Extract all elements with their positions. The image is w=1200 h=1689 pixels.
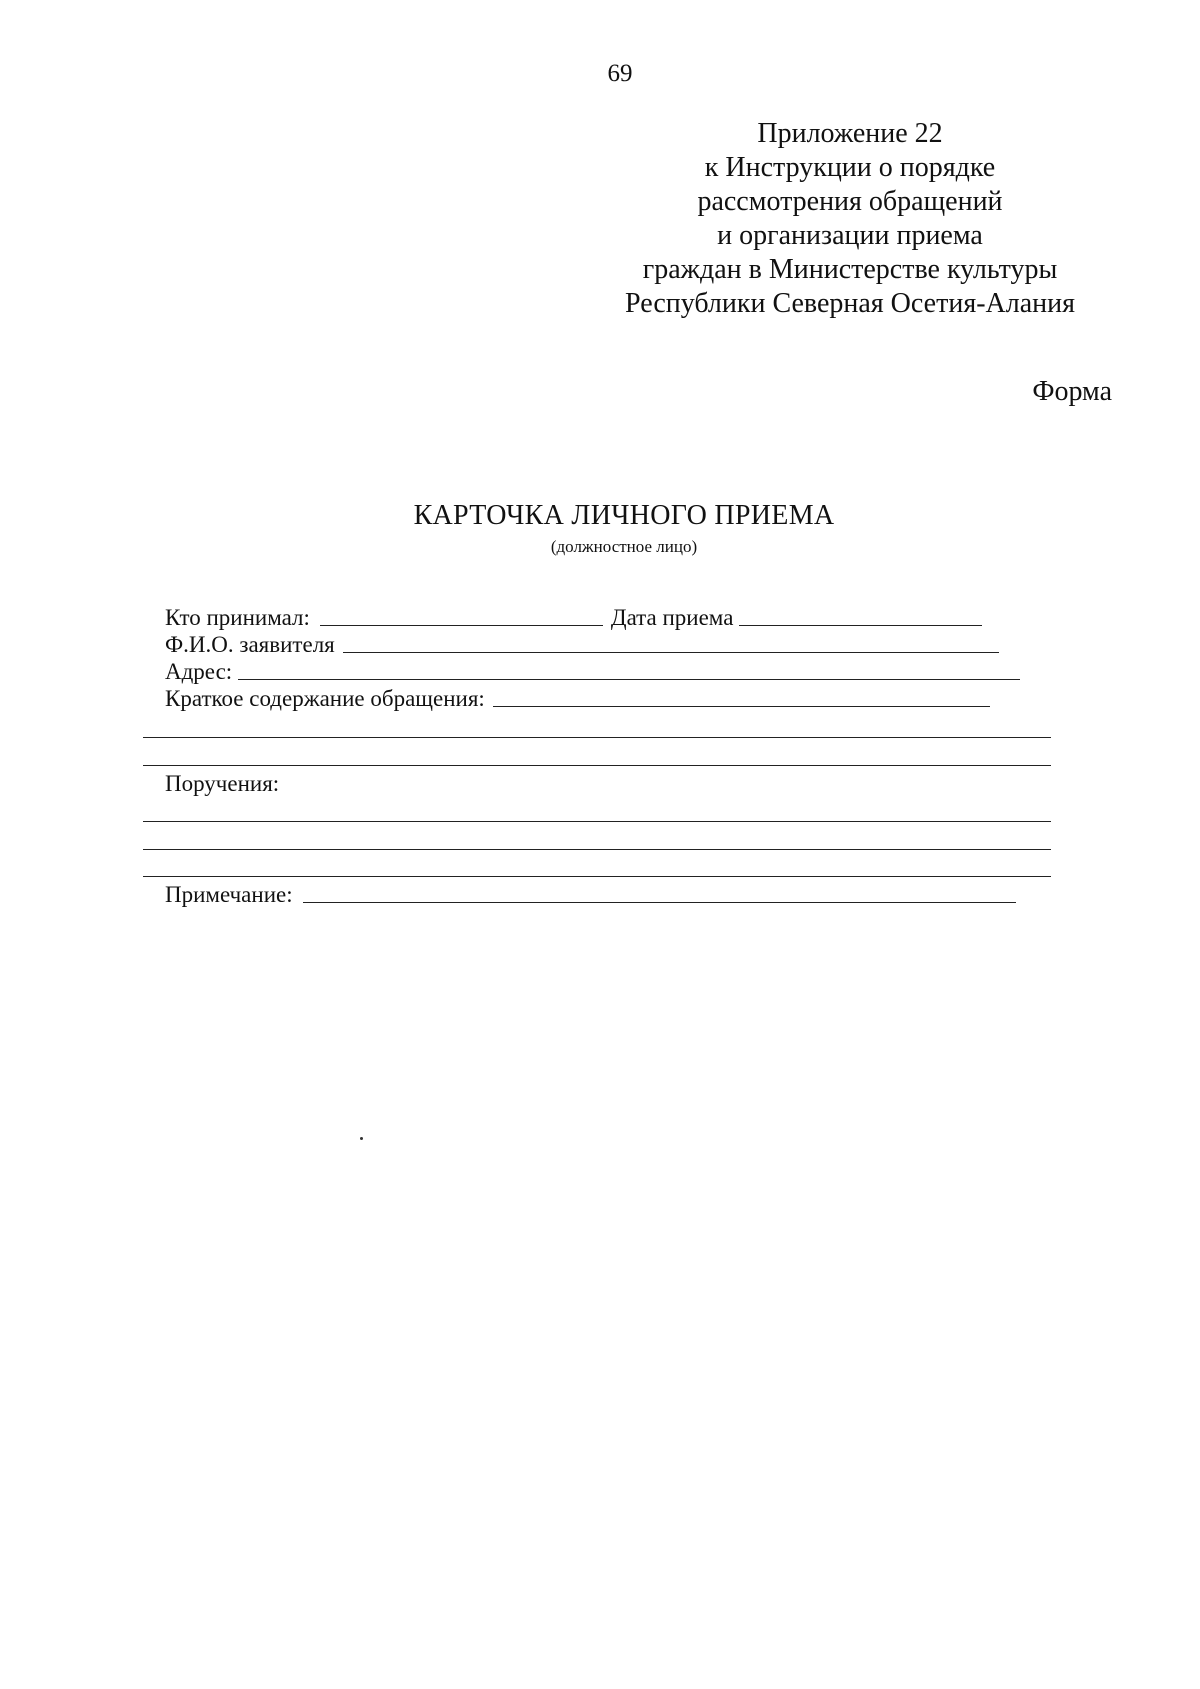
note-row <box>165 880 1016 907</box>
applicant-name-row <box>165 630 999 657</box>
summary-label: Краткое содержание обращения: <box>165 686 485 711</box>
appendix-line: Республики Северная Осетия-Алания <box>625 288 1075 319</box>
address-row <box>165 657 1020 684</box>
received-by-field[interactable] <box>320 625 603 626</box>
appendix-line: Приложение 22 <box>757 118 943 149</box>
appendix-line: и организации приема <box>717 220 983 251</box>
scan-speck <box>360 1137 363 1140</box>
appendix-header <box>600 117 1100 321</box>
address-field[interactable] <box>238 679 1020 680</box>
appendix-line: граждан в Министерстве культуры <box>642 254 1058 285</box>
applicant-name-label: Ф.И.О. заявителя <box>165 632 335 657</box>
instructions-line[interactable] <box>143 849 1051 850</box>
card-title: КАРТОЧКА ЛИЧНОГО ПРИЕМА <box>413 500 835 531</box>
appendix-line: к Инструкции о порядке <box>704 152 996 183</box>
summary-field[interactable] <box>493 706 990 707</box>
received-by-row <box>165 603 982 630</box>
received-by-label: Кто принимал: <box>165 605 310 630</box>
date-label: Дата приема <box>610 605 734 630</box>
note-field[interactable] <box>303 902 1016 903</box>
appendix-line: рассмотрения обращений <box>697 186 1003 217</box>
address-label: Адрес: <box>165 659 233 684</box>
applicant-name-field[interactable] <box>343 652 999 653</box>
date-field[interactable] <box>739 625 982 626</box>
instructions-line[interactable] <box>143 821 1051 822</box>
summary-line[interactable] <box>143 765 1051 766</box>
page-number: 69 <box>607 60 633 87</box>
summary-line[interactable] <box>143 737 1051 738</box>
instructions-line[interactable] <box>143 876 1051 877</box>
note-label: Примечание: <box>165 882 293 907</box>
card-subtitle: (должностное лицо) <box>550 537 698 556</box>
form-label: Форма <box>1032 376 1112 407</box>
summary-row <box>165 684 990 711</box>
instructions-label: Поручения: <box>165 771 280 796</box>
instructions-row <box>165 769 279 796</box>
